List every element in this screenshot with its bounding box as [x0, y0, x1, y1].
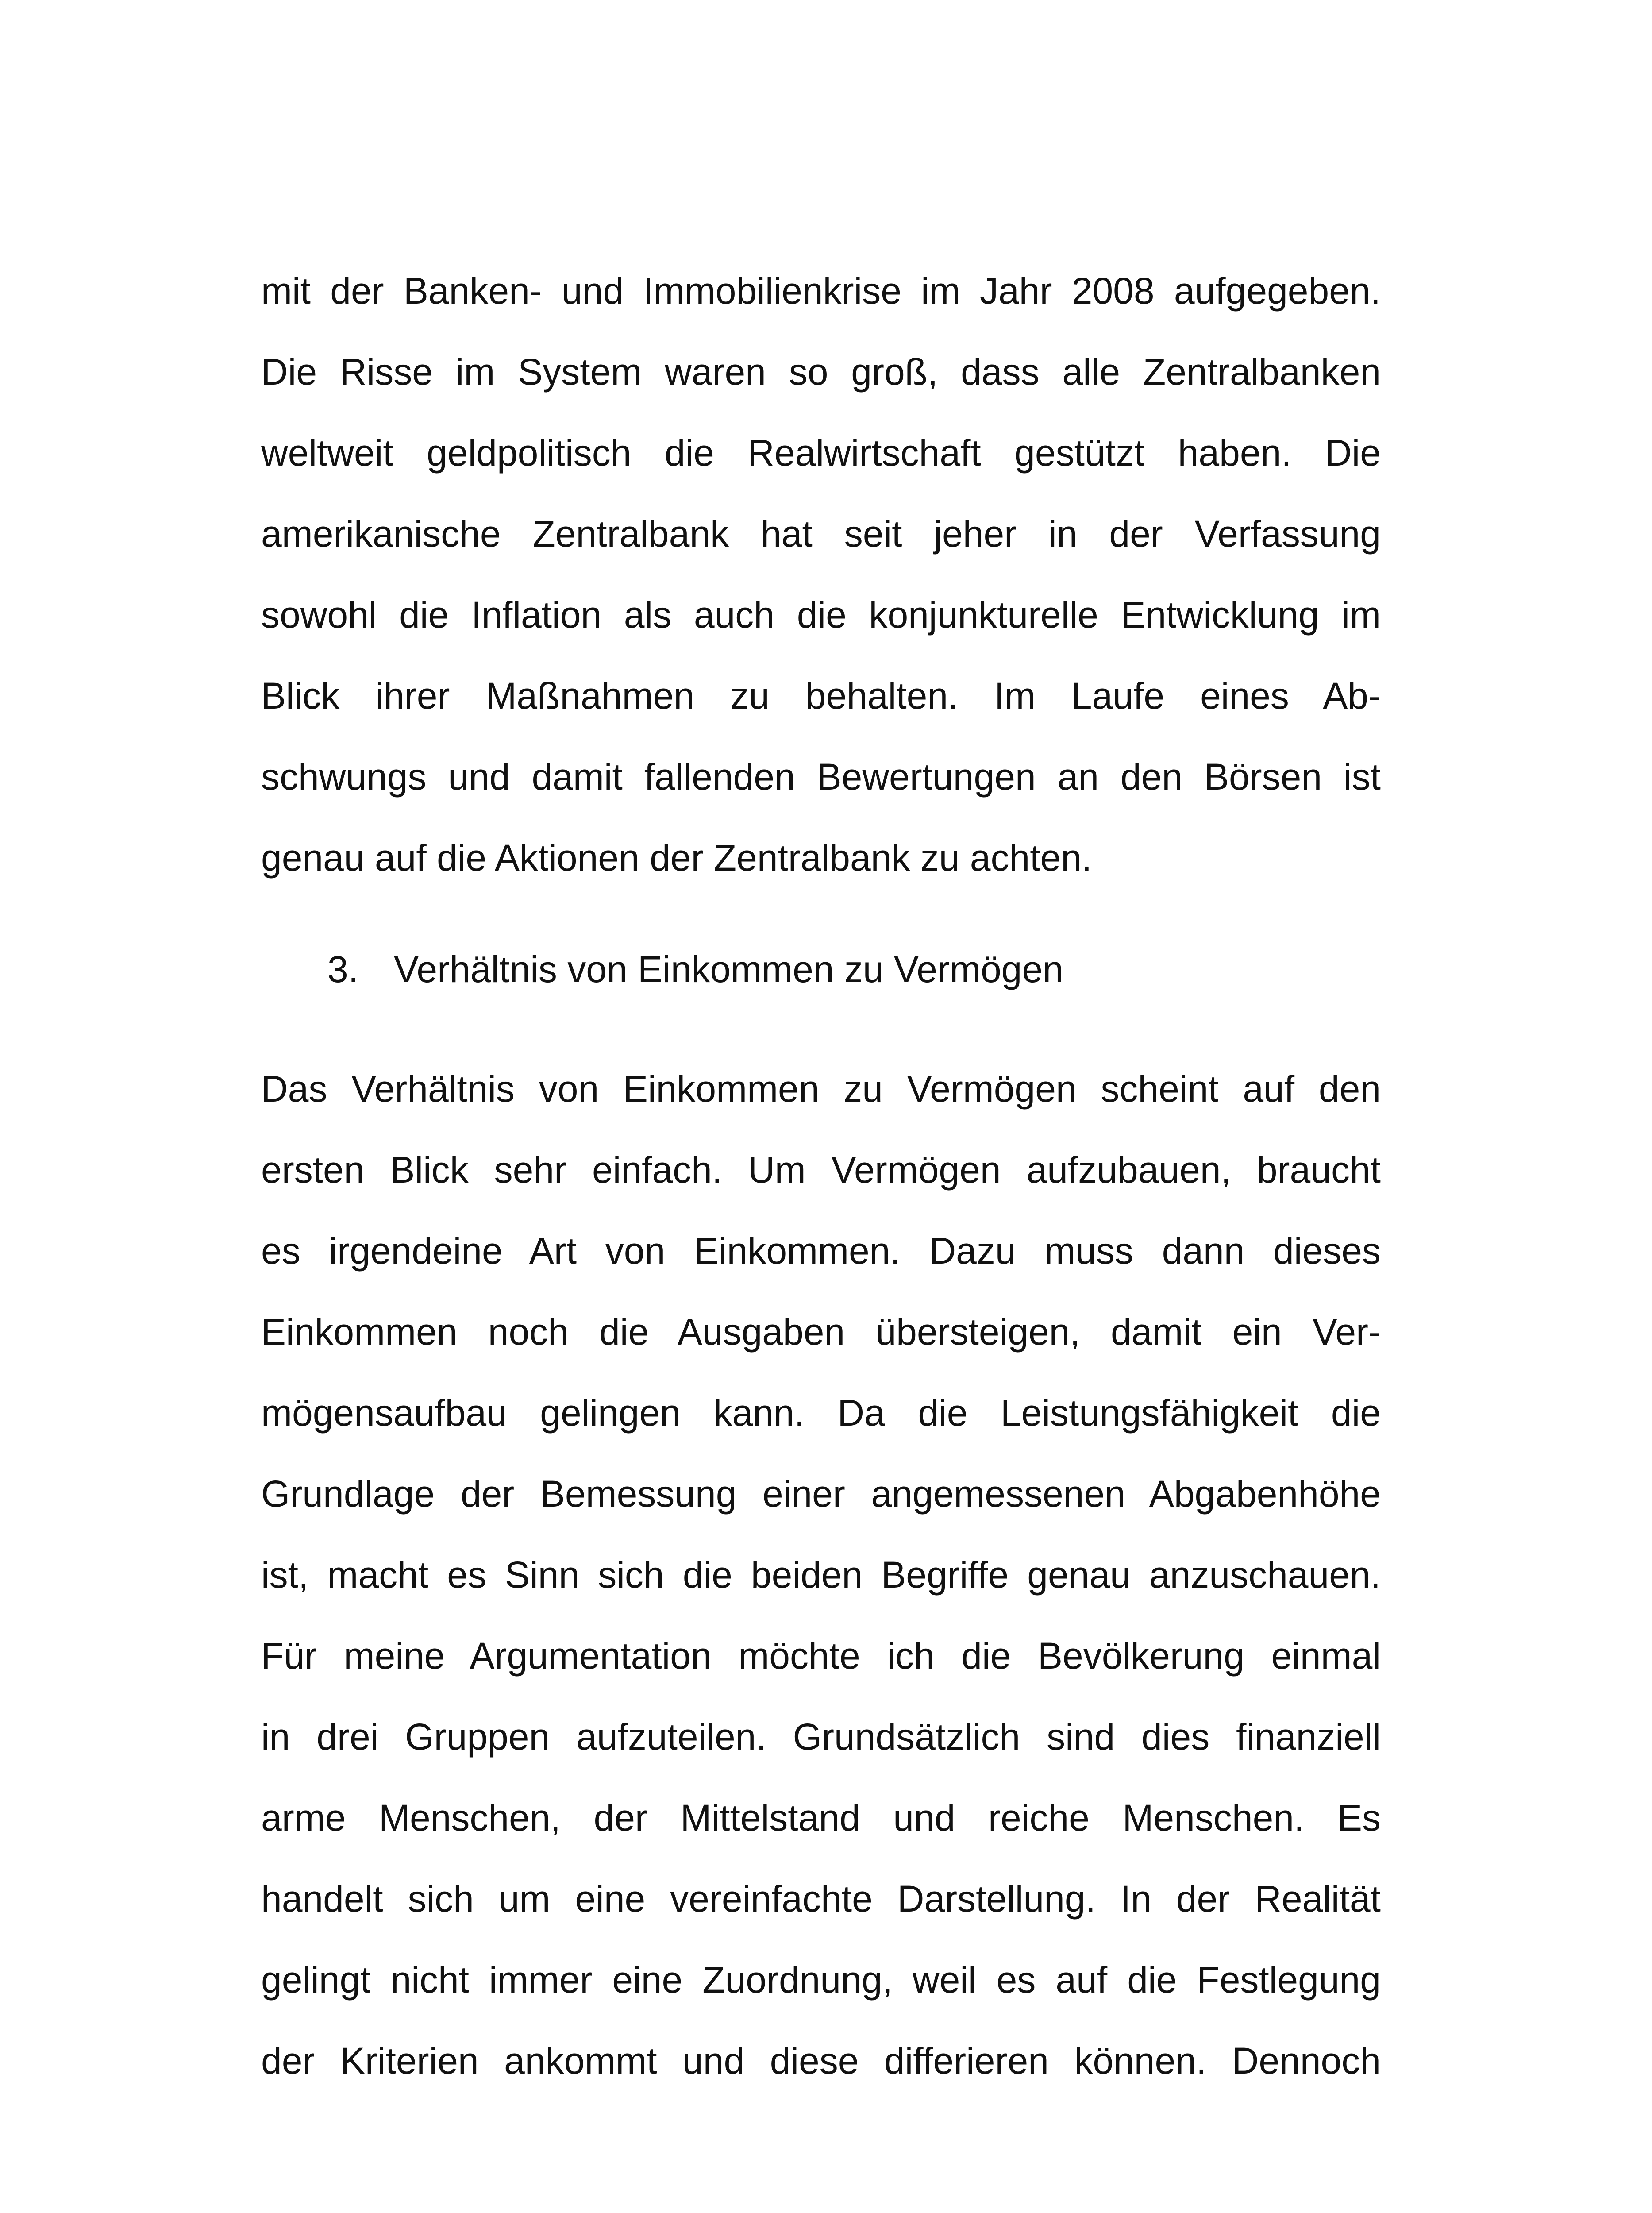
paragraph-line: Das Verhältnis von Einkommen zu Vermögen scheint auf den — [261, 1068, 1381, 1110]
paragraph-line: der Kriterien ankommt und diese differieren können. Dennoch — [261, 2040, 1381, 2082]
paragraph-einkommen-vermoegen — [261, 1049, 1381, 2101]
paragraph-line: arme Menschen, der Mittelstand und reiche Menschen. Es — [261, 1797, 1381, 1839]
paragraph-line: genau auf die Aktionen der Zentralbank zu achten. — [261, 837, 1092, 879]
paragraph-line: sowohl die Inflation als auch die konjunkturelle Entwicklung im — [261, 594, 1381, 636]
paragraph-zentralbank — [261, 251, 1381, 898]
paragraph-line: mit der Banken- und Immobilienkrise im Jahr 2008 aufgegeben. — [261, 270, 1381, 312]
paragraph-line: ist, macht es Sinn sich die beiden Begriffe genau anzuschauen. — [261, 1554, 1381, 1596]
paragraph-line: handelt sich um eine vereinfachte Darstellung. In der Realität — [261, 1878, 1381, 1920]
paragraph-line: Blick ihrer Maßnahmen zu behalten. Im Laufe eines Ab- — [261, 675, 1381, 717]
paragraph-line: ersten Blick sehr einfach. Um Vermögen aufzubauen, braucht — [261, 1149, 1381, 1191]
paragraph-line: Die Risse im System waren so groß, dass alle Zentralbanken — [261, 351, 1381, 393]
paragraph-line: amerikanische Zentralbank hat seit jeher in der Verfassung — [261, 513, 1381, 555]
paragraph-line: es irgendeine Art von Einkommen. Dazu muss dann dieses — [261, 1230, 1381, 1272]
paragraph-line: schwungs und damit fallenden Bewertungen an den Börsen ist — [261, 756, 1381, 798]
section-heading — [327, 929, 1381, 1010]
paragraph-line: Einkommen noch die Ausgaben übersteigen, damit ein Ver- — [261, 1311, 1381, 1353]
section-number: 3. — [327, 948, 359, 990]
paragraph-line: Für meine Argumentation möchte ich die Bevölkerung einmal — [261, 1635, 1381, 1677]
page-content — [261, 251, 1381, 2082]
paragraph-line: mögensaufbau gelingen kann. Da die Leistungsfähigkeit die — [261, 1392, 1381, 1434]
paragraph-line: Grundlage der Bemessung einer angemessenen Abgabenhöhe — [261, 1473, 1381, 1515]
section-title: Verhältnis von Einkommen zu Vermögen — [394, 948, 1063, 990]
paragraph-line: gelingt nicht immer eine Zuordnung, weil es auf die Festlegung — [261, 1959, 1381, 2001]
paragraph-line: weltweit geldpolitisch die Realwirtschaft gestützt haben. Die — [261, 432, 1381, 474]
paragraph-line: in drei Gruppen aufzuteilen. Grundsätzlich sind dies finanziell — [261, 1716, 1381, 1758]
